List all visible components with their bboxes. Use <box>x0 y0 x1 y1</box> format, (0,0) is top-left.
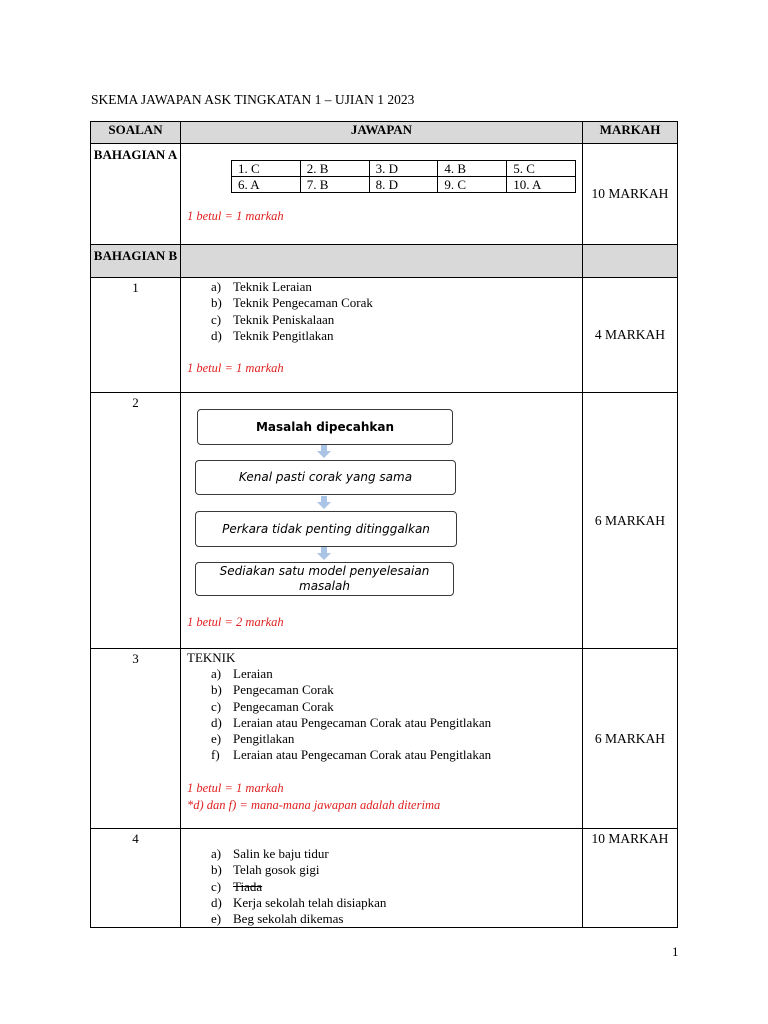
list-item: a) Leraian <box>211 666 273 681</box>
answer-cell: 5. C <box>507 161 576 177</box>
markah-value: 6 MARKAH <box>583 649 678 829</box>
answer-cell: 9. C <box>438 177 507 193</box>
answer-cell: 3. D <box>369 161 438 177</box>
markah-value: 10 MARKAH <box>583 144 678 245</box>
answer-cell: 8. D <box>369 177 438 193</box>
row-bahagian-b <box>91 245 678 278</box>
markah-value: 4 MARKAH <box>583 278 678 393</box>
list-item: c) Teknik Peniskalaan <box>211 311 335 327</box>
row-question-1 <box>91 278 678 393</box>
answer-cell: 4. B <box>438 161 507 177</box>
flow-step-1: Masalah dipecahkan <box>197 409 453 445</box>
marking-note: 1 betul = 1 markah <box>187 209 284 223</box>
flowchart <box>181 393 582 648</box>
answer-cell: 7. B <box>300 177 369 193</box>
markah-value: 6 MARKAH <box>583 393 678 649</box>
list-item: c) Pengecaman Corak <box>211 698 334 714</box>
question-number: 2 <box>132 395 139 410</box>
header-soalan: SOALAN <box>91 122 181 144</box>
question-number: 1 <box>132 280 139 295</box>
marking-note: 1 betul = 1 markah <box>187 361 284 376</box>
row-question-2 <box>91 393 678 649</box>
header-markah: MARKAH <box>583 122 678 144</box>
question-number: 4 <box>132 831 139 846</box>
arrow-down-icon <box>317 547 331 561</box>
table-header-row <box>91 122 678 144</box>
list-item: a) Teknik Leraian <box>211 279 312 294</box>
answer-list <box>181 846 582 927</box>
marking-note-extra: *d) dan f) = mana-mana jawapan adalah diterima <box>187 797 441 812</box>
list-item-struck: c) Tiada <box>211 878 263 894</box>
answer-cell: 10. A <box>507 177 576 193</box>
header-jawapan: JAWAPAN <box>181 122 583 144</box>
flow-step-3: Perkara tidak penting ditinggalkan <box>195 511 457 547</box>
answer-list <box>181 279 582 344</box>
answer-cell: 6. A <box>232 177 301 193</box>
marking-note: 1 betul = 1 markah <box>187 780 284 795</box>
answer-cell: 1. C <box>232 161 301 177</box>
answer-grid-row <box>232 177 576 193</box>
technique-heading: TEKNIK <box>187 650 236 665</box>
list-item: b) Pengecaman Corak <box>211 682 334 698</box>
section-label-a: BAHAGIAN A <box>93 147 178 162</box>
list-item: e) Pengitlakan <box>211 731 295 747</box>
arrow-down-icon <box>317 496 331 510</box>
answer-grid <box>231 160 576 193</box>
list-item: d) Leraian atau Pengecaman Corak atau Pengitlakan <box>211 714 492 730</box>
row-question-3 <box>91 649 678 829</box>
marking-note: 1 betul = 2 markah <box>187 615 284 629</box>
flow-step-2: Kenal pasti corak yang sama <box>195 460 456 495</box>
answer-list <box>181 666 582 764</box>
list-item: d) Teknik Pengitlakan <box>211 327 334 343</box>
row-bahagian-a <box>91 144 678 245</box>
answer-scheme-table <box>90 121 678 928</box>
list-item: b) Telah gosok gigi <box>211 862 320 878</box>
answer-cell: 2. B <box>300 161 369 177</box>
document-title: SKEMA JAWAPAN ASK TINGKATAN 1 – UJIAN 1 2023 <box>91 92 415 107</box>
answer-grid-row <box>232 161 576 177</box>
list-item: f) Leraian atau Pengecaman Corak atau Pengitlakan <box>211 747 492 763</box>
section-label-b: BAHAGIAN B <box>93 248 178 263</box>
page-number: 1 <box>672 944 679 959</box>
row-question-4 <box>91 829 678 928</box>
flow-step-4: Sediakan satu model penyelesaian masalah <box>195 562 454 596</box>
list-item: b) Teknik Pengecaman Corak <box>211 295 373 311</box>
question-number: 3 <box>132 651 139 666</box>
list-item: a) Salin ke baju tidur <box>211 846 329 861</box>
list-item: e) Beg sekolah dikemas <box>211 911 344 927</box>
markah-value: 10 MARKAH <box>591 831 669 846</box>
arrow-down-icon <box>317 445 331 459</box>
list-item: d) Kerja sekolah telah disiapkan <box>211 894 387 910</box>
